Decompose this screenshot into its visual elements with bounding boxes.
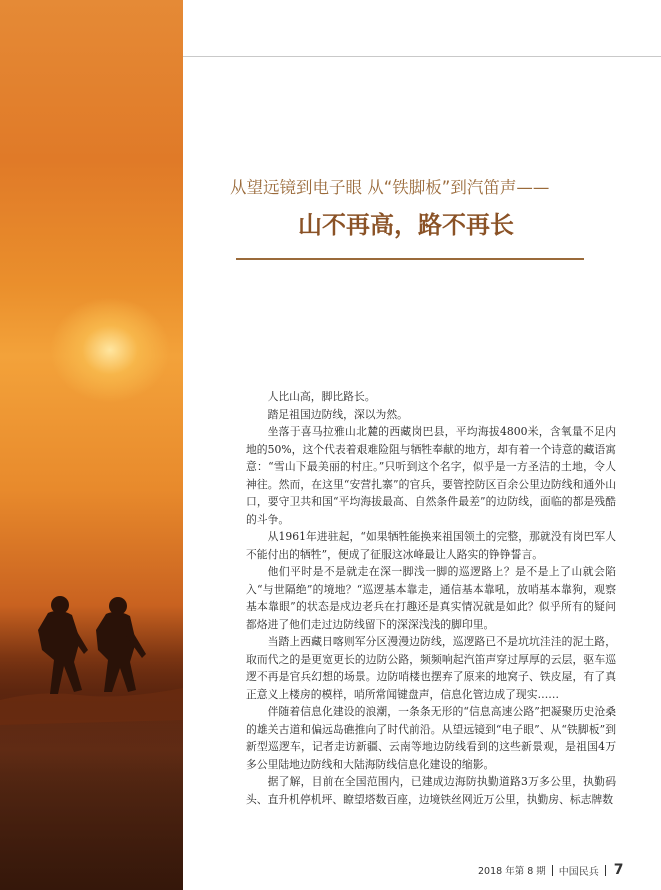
paragraph: 他们平时是不是就走在深一脚浅一脚的巡逻路上？是不是上了山就会陷入“与世隔绝”的境地？“巡逻基本靠走，通信基本靠吼，放哨基本靠狗，观察基本靠眼”的状态是戍边老兵在打趣还是真实情况就是如此？似乎所有的疑问都烙进了他们走过边防线留下的深深浅浅的脚印里。 <box>246 565 616 631</box>
paragraph: 人比山高，脚比路长。 <box>267 390 376 403</box>
magazine-name: 中国民兵 <box>558 866 599 878</box>
paragraph: 踏足祖国边防线，深以为然。 <box>267 407 408 421</box>
footer-separator <box>552 865 553 876</box>
paragraph: 从1961年进驻起，“如果牺牲能换来祖国领土的完整，那就没有岗巴军人不能付出的牺牲”，便成了征服这冰峰最让人路实的铮铮誓言。 <box>246 530 616 561</box>
soldiers-silhouette <box>0 0 183 890</box>
page-footer <box>478 862 624 878</box>
cover-photo <box>0 0 183 890</box>
article-subtitle: 从望远镜到电子眼 从“铁脚板”到汽笛声—— <box>230 178 550 197</box>
issue-label: 2018 年第 8 期 <box>478 866 546 877</box>
paragraph: 坐落于喜马拉雅山北麓的西藏岗巴县，平均海拔4800米，含氧量不足内地的50%，这个代表着艰难险阻与牺牲奉献的地方，却有着一个诗意的藏语寓意：“雪山下最美丽的村庄。”只听到这个名字，似乎是一方圣洁的土地，令人神往。然而，在这里“安营扎寨”的官兵，要管控防区百余公里边防线和通外山口，要守卫共和国“平均海拔最高、自然条件最差”的边防线，面临的都是残酷的斗争。 <box>246 425 616 526</box>
page-number: 7 <box>613 862 624 878</box>
paragraph: 据了解，目前在全国范围内，已建成边海防执勤道路3万多公里，执勤码头、直升机停机坪、瞭望塔数百座，边境铁丝网近万公里，执勤房、标志牌数 <box>246 775 616 806</box>
paragraph: 当踏上西藏日喀则军分区漫漫边防线，巡逻路已不是坑坑洼洼的泥土路，取而代之的是更宽更长的边防公路，频频响起汽笛声穿过厚厚的云层，驱车巡逻不再是官兵幻想的场景。边防哨楼也摆弃了原来的地窝子、铁皮屋，有了真正意义上楼房的模样，哨所常闻键盘声，信息化管边成了现实…… <box>246 635 616 701</box>
title-divider <box>236 258 584 260</box>
article-body <box>246 388 616 808</box>
footer-separator <box>605 865 606 876</box>
article-title: 山不再高，路不再长 <box>298 211 514 239</box>
paragraph: 伴随着信息化建设的浪潮，一条条无形的“信息高速公路”把凝聚历史沧桑的雄关古道和偏远岛礁推向了时代前沿。从望远镜到“电子眼”、从“铁脚板”到新型巡逻车，记者走访新疆、云南等地边防线看到的这些新景观，是祖国4万多公里陆地边防线和大陆海防线信息化建设的缩影。 <box>246 705 616 771</box>
top-rule <box>183 56 661 57</box>
